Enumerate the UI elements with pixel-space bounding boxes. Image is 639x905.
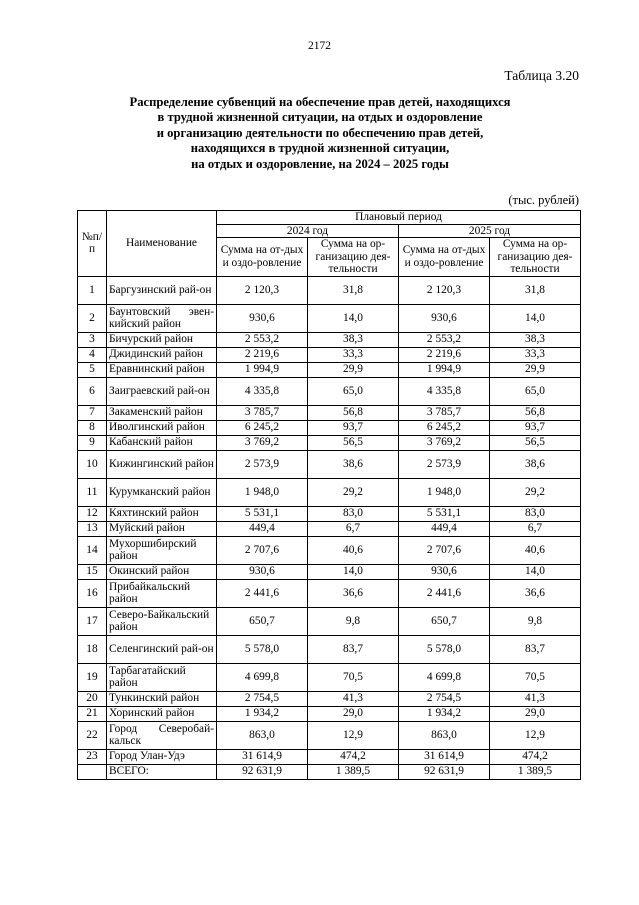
value-2024-rest: 2 707,6 [217, 536, 308, 564]
value-2024-org: 29,0 [308, 706, 399, 721]
value-2024-org: 56,8 [308, 405, 399, 420]
value-2024-org: 40,6 [308, 536, 399, 564]
value-2024-rest: 2 441,6 [217, 579, 308, 607]
value-2025-org: 38,6 [490, 450, 581, 478]
value-2024-rest: 4 335,8 [217, 377, 308, 405]
value-2025-org: 12,9 [490, 721, 581, 749]
value-2025-rest: 2 553,2 [399, 332, 490, 347]
table-row [78, 721, 581, 749]
row-number: 17 [78, 607, 107, 635]
value-2024-org: 12,9 [308, 721, 399, 749]
value-2025-rest: 5 531,1 [399, 506, 490, 521]
table-row [78, 304, 581, 332]
row-number: 12 [78, 506, 107, 521]
value-2025-rest: 5 578,0 [399, 635, 490, 663]
header-year-2024: 2024 год [217, 224, 399, 238]
value-2025-rest: 2 573,9 [399, 450, 490, 478]
value-2025-org: 33,3 [490, 347, 581, 362]
table-label: Таблица 3.20 [504, 68, 579, 83]
value-2024-org: 93,7 [308, 420, 399, 435]
row-name: Курумканский район [107, 478, 217, 506]
value-2025-rest: 4 335,8 [399, 377, 490, 405]
row-name: Баунтовский эвен-кийский район [107, 304, 217, 332]
total-2025-rest: 92 631,9 [399, 764, 490, 779]
total-2024-org: 1 389,5 [308, 764, 399, 779]
value-2024-org: 14,0 [308, 304, 399, 332]
header-year-2025: 2025 год [399, 224, 581, 238]
table-row [78, 536, 581, 564]
row-name: Окинский район [107, 564, 217, 579]
row-number: 18 [78, 635, 107, 663]
row-name: Хоринский район [107, 706, 217, 721]
value-2025-org: 40,6 [490, 536, 581, 564]
title-line: на отдых и оздоровление, на 2024 – 2025 годы [191, 156, 449, 171]
value-2024-org: 56,5 [308, 435, 399, 450]
value-2025-org: 6,7 [490, 521, 581, 536]
row-number: 9 [78, 435, 107, 450]
table-row [78, 506, 581, 521]
row-name: Еравнинский район [107, 362, 217, 377]
value-2025-org: 29,0 [490, 706, 581, 721]
row-name: Селенгинский рай-он [107, 635, 217, 663]
table-row [78, 706, 581, 721]
value-2024-org: 29,2 [308, 478, 399, 506]
row-number: 16 [78, 579, 107, 607]
title-line: Распределение субвенций на обеспечение прав детей, находящихся [129, 95, 511, 109]
value-2025-org: 83,7 [490, 635, 581, 663]
value-2024-org: 474,2 [308, 749, 399, 764]
table-body [78, 276, 581, 779]
value-2025-rest: 650,7 [399, 607, 490, 635]
row-name: Город Улан-Удэ [107, 749, 217, 764]
row-name: Мухоршибирский район [107, 536, 217, 564]
row-number: 20 [78, 691, 107, 706]
row-number: 8 [78, 420, 107, 435]
value-2025-rest: 3 785,7 [399, 405, 490, 420]
table-row [78, 276, 581, 304]
table-title [90, 95, 550, 172]
value-2024-rest: 6 245,2 [217, 420, 308, 435]
value-2025-rest: 2 120,3 [399, 276, 490, 304]
value-2024-rest: 1 934,2 [217, 706, 308, 721]
value-2024-rest: 1 994,9 [217, 362, 308, 377]
table-row [78, 478, 581, 506]
value-2024-rest: 31 614,9 [217, 749, 308, 764]
row-number: 22 [78, 721, 107, 749]
value-2024-org: 41,3 [308, 691, 399, 706]
row-number: 5 [78, 362, 107, 377]
value-2025-rest: 449,4 [399, 521, 490, 536]
value-2025-org: 83,0 [490, 506, 581, 521]
value-2024-org: 83,7 [308, 635, 399, 663]
page-number: 2172 [308, 40, 331, 52]
row-name: Тункинский район [107, 691, 217, 706]
total-row [78, 764, 581, 779]
value-2024-rest: 2 219,6 [217, 347, 308, 362]
value-2024-rest: 1 948,0 [217, 478, 308, 506]
row-name: Закаменский район [107, 405, 217, 420]
row-name: Баргузинский рай-он [107, 276, 217, 304]
value-2025-rest: 31 614,9 [399, 749, 490, 764]
value-2024-org: 33,3 [308, 347, 399, 362]
value-2024-rest: 2 573,9 [217, 450, 308, 478]
table-row [78, 749, 581, 764]
value-2025-org: 29,2 [490, 478, 581, 506]
row-name: Муйский район [107, 521, 217, 536]
value-2025-org: 474,2 [490, 749, 581, 764]
value-2025-org: 41,3 [490, 691, 581, 706]
table-row [78, 362, 581, 377]
table-row [78, 579, 581, 607]
row-number: 1 [78, 276, 107, 304]
table-row [78, 691, 581, 706]
header-name: Наименование [107, 211, 217, 277]
subvention-table [77, 210, 581, 780]
value-2025-rest: 930,6 [399, 304, 490, 332]
row-name: Заиграевский рай-он [107, 377, 217, 405]
row-number: 7 [78, 405, 107, 420]
value-2024-rest: 4 699,8 [217, 663, 308, 691]
row-name: Кижингинский район [107, 450, 217, 478]
value-2024-org: 38,3 [308, 332, 399, 347]
value-2025-rest: 2 441,6 [399, 579, 490, 607]
value-2025-rest: 863,0 [399, 721, 490, 749]
row-number: 19 [78, 663, 107, 691]
value-2024-org: 6,7 [308, 521, 399, 536]
table-row [78, 521, 581, 536]
value-2025-rest: 1 948,0 [399, 478, 490, 506]
value-2025-org: 9,8 [490, 607, 581, 635]
value-2025-rest: 2 754,5 [399, 691, 490, 706]
row-name: Иволгинский район [107, 420, 217, 435]
title-line: и организацию деятельности по обеспечению прав детей, [156, 125, 484, 140]
value-2024-rest: 930,6 [217, 304, 308, 332]
value-2024-org: 38,6 [308, 450, 399, 478]
value-2025-rest: 3 769,2 [399, 435, 490, 450]
row-number: 15 [78, 564, 107, 579]
row-number: 6 [78, 377, 107, 405]
table-row [78, 435, 581, 450]
value-2024-rest: 2 754,5 [217, 691, 308, 706]
value-2024-org: 9,8 [308, 607, 399, 635]
value-2025-org: 56,5 [490, 435, 581, 450]
value-2025-org: 70,5 [490, 663, 581, 691]
value-2024-rest: 3 769,2 [217, 435, 308, 450]
value-2024-org: 14,0 [308, 564, 399, 579]
value-2024-rest: 863,0 [217, 721, 308, 749]
value-2024-rest: 2 553,2 [217, 332, 308, 347]
row-number: 23 [78, 749, 107, 764]
row-number: 11 [78, 478, 107, 506]
value-2025-rest: 4 699,8 [399, 663, 490, 691]
row-number: 14 [78, 536, 107, 564]
value-2025-rest: 1 934,2 [399, 706, 490, 721]
value-2024-rest: 449,4 [217, 521, 308, 536]
header-period: Плановый период [217, 211, 581, 225]
row-number: 13 [78, 521, 107, 536]
row-name: Джидинский район [107, 347, 217, 362]
table-row [78, 420, 581, 435]
row-name: Кяхтинский район [107, 506, 217, 521]
header-rest-sum-2025: Сумма на от-дых и оздо-ровление [399, 238, 490, 277]
header-org-sum-2024: Сумма на ор-ганизацию дея-тельности [308, 238, 399, 277]
value-2025-rest: 2 707,6 [399, 536, 490, 564]
table-row [78, 332, 581, 347]
table-row [78, 607, 581, 635]
value-2024-org: 83,0 [308, 506, 399, 521]
header-number: №п/п [78, 211, 107, 277]
value-2025-org: 93,7 [490, 420, 581, 435]
row-number: 2 [78, 304, 107, 332]
table-row [78, 377, 581, 405]
table-row [78, 405, 581, 420]
value-2024-org: 31,8 [308, 276, 399, 304]
value-2024-rest: 930,6 [217, 564, 308, 579]
value-2025-org: 29,9 [490, 362, 581, 377]
row-name: Прибайкальский район [107, 579, 217, 607]
value-2025-org: 65,0 [490, 377, 581, 405]
title-line: находящихся в трудной жизненной ситуации, [190, 141, 450, 156]
units-note: (тыс. рублей) [508, 193, 579, 207]
row-name: Тарбагатайский район [107, 663, 217, 691]
row-name: Бичурский район [107, 332, 217, 347]
row-name: Северо-Байкальский район [107, 607, 217, 635]
row-name: Кабанский район [107, 435, 217, 450]
row-number: 3 [78, 332, 107, 347]
value-2024-rest: 5 531,1 [217, 506, 308, 521]
value-2024-org: 36,6 [308, 579, 399, 607]
row-name: Город Северобай-кальск [107, 721, 217, 749]
row-number: 21 [78, 706, 107, 721]
value-2025-org: 14,0 [490, 304, 581, 332]
total-2024-rest: 92 631,9 [217, 764, 308, 779]
value-2025-org: 14,0 [490, 564, 581, 579]
table-row [78, 663, 581, 691]
value-2024-rest: 650,7 [217, 607, 308, 635]
value-2025-rest: 1 994,9 [399, 362, 490, 377]
row-number: 10 [78, 450, 107, 478]
header-org-sum-2025: Сумма на ор-ганизацию дея-тельности [490, 238, 581, 277]
header-rest-sum-2024: Сумма на от-дых и оздо-ровление [217, 238, 308, 277]
total-number-cell [78, 764, 107, 779]
value-2024-rest: 5 578,0 [217, 635, 308, 663]
value-2025-rest: 930,6 [399, 564, 490, 579]
value-2024-rest: 2 120,3 [217, 276, 308, 304]
value-2025-org: 31,8 [490, 276, 581, 304]
value-2025-org: 36,6 [490, 579, 581, 607]
row-number: 4 [78, 347, 107, 362]
table-row [78, 347, 581, 362]
table-row [78, 564, 581, 579]
value-2024-org: 65,0 [308, 377, 399, 405]
title-line: в трудной жизненной ситуации, на отдых и оздоровление [157, 110, 483, 125]
total-label: ВСЕГО: [107, 764, 217, 779]
value-2024-rest: 3 785,7 [217, 405, 308, 420]
value-2025-org: 56,8 [490, 405, 581, 420]
value-2025-rest: 6 245,2 [399, 420, 490, 435]
value-2024-org: 29,9 [308, 362, 399, 377]
table-row [78, 635, 581, 663]
value-2025-rest: 2 219,6 [399, 347, 490, 362]
table-row [78, 450, 581, 478]
value-2025-org: 38,3 [490, 332, 581, 347]
value-2024-org: 70,5 [308, 663, 399, 691]
total-2025-org: 1 389,5 [490, 764, 581, 779]
